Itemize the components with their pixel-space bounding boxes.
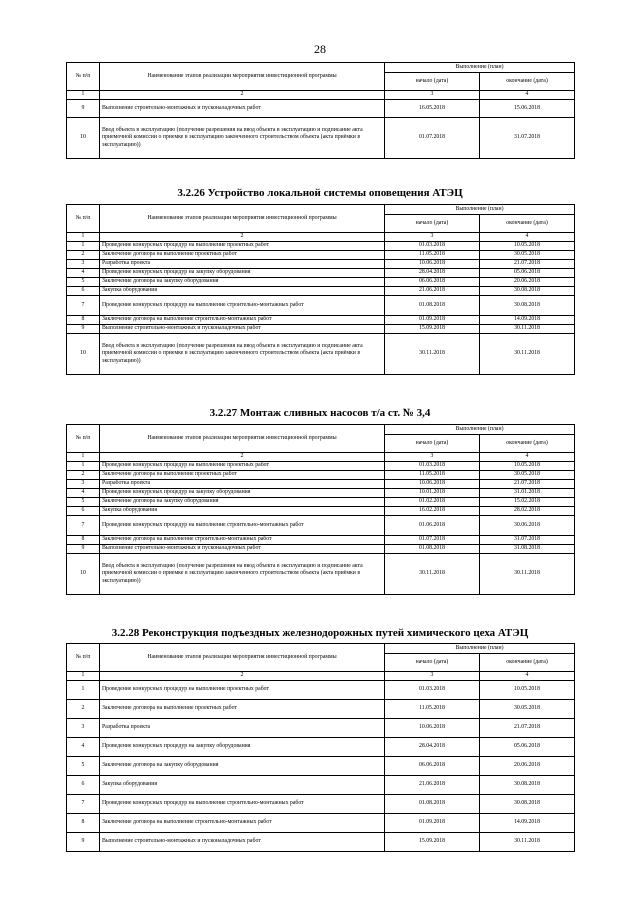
row-stage-name: Закупка оборудования [100,287,385,296]
page-number: 28 [314,42,326,56]
table-row [67,536,575,545]
header-end: окончание (дата) [480,215,575,233]
row-stage-name: Разработка проекта [100,719,385,738]
table-row [67,516,575,536]
row-stage-name: Закупка оборудования [100,776,385,795]
header-end: окончание (дата) [480,435,575,453]
row-stage-name: Проведение конкурсных процедур на выполнение проектных работ [100,242,385,251]
row-stage-name: Проведение конкурсных процедур на выполнение строительно-монтажных работ [100,795,385,814]
header-start: начало (дата) [385,654,480,672]
row-end-date: 31.01.2018 [480,489,575,498]
row-end-date: 20.06.2018 [480,757,575,776]
row-stage-name: Заключение договора на выполнение строительно-монтажных работ [100,536,385,545]
section-table [66,204,575,375]
row-stage-name: Закупка оборудования [100,507,385,516]
row-number: 6 [67,507,100,516]
row-stage-name: Заключение договора на закупку оборудования [100,757,385,776]
header-start: начало (дата) [385,435,480,453]
index-cell: 1 [67,672,100,681]
row-start-date: 15.09.2018 [385,325,480,334]
row-start-date: 28.04.2018 [385,269,480,278]
header-num: № п/п [67,63,100,91]
row-start-date: 21.06.2018 [385,776,480,795]
row-stage-name: Ввод объекта в эксплуатацию (получение разрешения на ввод объекта в эксплуатацию и подписание акта приемочной комиссии о приемке в эксплуатацию законченного строительством объекта (акта приёмки в эксплуатацию)) [100,554,385,595]
header-num: № п/п [67,425,100,453]
table-row [67,498,575,507]
index-cell: 4 [480,233,575,242]
row-start-date: 10.06.2018 [385,480,480,489]
index-cell: 2 [100,453,385,462]
continuation-table [66,62,575,159]
table-row [67,287,575,296]
row-stage-name: Заключение договора на закупку оборудования [100,498,385,507]
section-table [66,424,575,595]
row-stage-name: Заключение договора на выполнение строительно-монтажных работ [100,316,385,325]
table-row [67,719,575,738]
table-row [67,118,575,159]
row-number: 5 [67,757,100,776]
row-number: 3 [67,480,100,489]
row-stage-name: Проведение конкурсных процедур на закупку оборудования [100,269,385,278]
row-end-date: 20.06.2018 [480,278,575,287]
row-stage-name: Выполнение строительно-монтажных и пусконаладочных работ [100,545,385,554]
row-start-date: 01.08.2018 [385,545,480,554]
row-start-date: 11.05.2018 [385,700,480,719]
row-number: 3 [67,719,100,738]
index-cell: 4 [480,672,575,681]
row-stage-name: Выполнение строительно-монтажных и пусконаладочных работ [100,100,385,118]
row-start-date: 01.06.2018 [385,516,480,536]
table-row [67,738,575,757]
index-cell: 2 [100,91,385,100]
header-name: Наименование этапов реализации мероприятия инвестиционной программы [100,644,385,672]
table-row [67,795,575,814]
index-row [67,233,575,242]
row-end-date: 30.11.2018 [480,334,575,375]
row-number: 9 [67,833,100,852]
table-row [67,507,575,516]
row-start-date: 11.05.2018 [385,471,480,480]
table-row [67,776,575,795]
row-stage-name: Ввод объекта в эксплуатацию (получение разрешения на ввод объекта в эксплуатацию и подписание акта приемочной комиссии о приемке в эксплуатацию законченного строительством объекта (акта приёмки в эксплуатацию)) [100,118,385,159]
row-number: 9 [67,100,100,118]
row-stage-name: Выполнение строительно-монтажных и пусконаладочных работ [100,325,385,334]
row-end-date: 31.07.2018 [480,118,575,159]
row-start-date: 06.06.2018 [385,278,480,287]
row-end-date: 15.02.2018 [480,498,575,507]
header-name: Наименование этапов реализации мероприятия инвестиционной программы [100,63,385,91]
table-row [67,325,575,334]
row-number: 1 [67,681,100,700]
table-row [67,757,575,776]
section-heading: 3.2.27 Монтаж сливных насосов т/а ст. № 3,4 [209,407,431,419]
table-row [67,334,575,375]
row-end-date: 30.11.2018 [480,554,575,595]
table-row [67,814,575,833]
header-end: окончание (дата) [480,73,575,91]
index-cell: 2 [100,672,385,681]
row-end-date: 30.05.2018 [480,251,575,260]
table-row [67,545,575,554]
row-number: 4 [67,489,100,498]
row-start-date: 01.03.2018 [385,681,480,700]
row-stage-name: Ввод объекта в эксплуатацию (получение разрешения на ввод объекта в эксплуатацию и подписание акта приемочной комиссии о приемке в эксплуатацию законченного строительством объекта (акта приёмки в эксплуатацию)) [100,334,385,375]
table-row [67,480,575,489]
row-number: 10 [67,554,100,595]
table-row [67,316,575,325]
header-start: начало (дата) [385,215,480,233]
header-row [67,644,575,654]
row-number: 2 [67,251,100,260]
row-stage-name: Проведение конкурсных процедур на закупку оборудования [100,738,385,757]
row-end-date: 30.08.2018 [480,776,575,795]
index-cell: 3 [385,233,480,242]
row-stage-name: Выполнение строительно-монтажных и пусконаладочных работ [100,833,385,852]
row-end-date: 30.08.2018 [480,296,575,316]
index-cell: 1 [67,453,100,462]
row-number: 10 [67,334,100,375]
row-end-date: 30.06.2018 [480,516,575,536]
index-row [67,453,575,462]
row-start-date: 01.08.2018 [385,795,480,814]
row-start-date: 06.06.2018 [385,757,480,776]
row-start-date: 10.06.2018 [385,719,480,738]
row-end-date: 14.09.2018 [480,316,575,325]
row-end-date: 10.05.2018 [480,242,575,251]
header-plan: Выполнение (план) [385,63,575,73]
row-start-date: 01.07.2018 [385,118,480,159]
index-cell: 3 [385,91,480,100]
row-start-date: 10.01.2018 [385,489,480,498]
section-heading: 3.2.28 Реконструкция подъездных железнодорожных путей химического цеха АТЭЦ [111,627,529,639]
row-end-date: 30.11.2018 [480,833,575,852]
row-start-date: 01.08.2018 [385,296,480,316]
header-row [67,425,575,435]
row-start-date: 01.02.2018 [385,498,480,507]
row-start-date: 01.03.2018 [385,462,480,471]
index-cell: 2 [100,233,385,242]
row-stage-name: Заключение договора на выполнение строительно-монтажных работ [100,814,385,833]
table-row [67,681,575,700]
row-end-date: 30.08.2018 [480,795,575,814]
row-number: 7 [67,296,100,316]
row-end-date: 15.06.2018 [480,100,575,118]
row-start-date: 21.06.2018 [385,287,480,296]
row-start-date: 16.02.2018 [385,507,480,516]
table-row [67,489,575,498]
row-start-date: 01.09.2018 [385,316,480,325]
row-number: 10 [67,118,100,159]
row-start-date: 16.05.2018 [385,100,480,118]
index-row [67,672,575,681]
header-name: Наименование этапов реализации мероприятия инвестиционной программы [100,425,385,453]
section-table [66,643,575,852]
row-start-date: 28.04.2018 [385,738,480,757]
row-start-date: 15.09.2018 [385,833,480,852]
row-end-date: 10.05.2018 [480,681,575,700]
row-number: 5 [67,498,100,507]
row-stage-name: Проведение конкурсных процедур на выполнение строительно-монтажных работ [100,296,385,316]
row-start-date: 11.05.2018 [385,251,480,260]
row-end-date: 21.07.2018 [480,260,575,269]
row-stage-name: Разработка проекта [100,260,385,269]
row-number: 4 [67,738,100,757]
table-row [67,278,575,287]
header-name: Наименование этапов реализации мероприятия инвестиционной программы [100,205,385,233]
table-row [67,260,575,269]
row-end-date: 21.07.2018 [480,480,575,489]
row-number: 8 [67,536,100,545]
header-start: начало (дата) [385,73,480,91]
header-plan: Выполнение (план) [385,205,575,215]
row-start-date: 30.11.2018 [385,334,480,375]
row-start-date: 01.07.2018 [385,536,480,545]
row-number: 1 [67,462,100,471]
row-stage-name: Проведение конкурсных процедур на выполнение проектных работ [100,681,385,700]
row-end-date: 05.06.2018 [480,738,575,757]
row-end-date: 31.07.2018 [480,536,575,545]
row-stage-name: Заключение договора на выполнение проектных работ [100,471,385,480]
row-number: 6 [67,287,100,296]
row-stage-name: Проведение конкурсных процедур на выполнение проектных работ [100,462,385,471]
row-number: 8 [67,316,100,325]
row-end-date: 05.06.2018 [480,269,575,278]
row-start-date: 01.03.2018 [385,242,480,251]
row-number: 7 [67,795,100,814]
row-number: 2 [67,471,100,480]
row-number: 8 [67,814,100,833]
row-stage-name: Заключение договора на выполнение проектных работ [100,251,385,260]
index-cell: 4 [480,91,575,100]
table-row [67,100,575,118]
row-stage-name: Заключение договора на выполнение проектных работ [100,700,385,719]
row-end-date: 31.08.2018 [480,545,575,554]
table-row [67,296,575,316]
row-stage-name: Проведение конкурсных процедур на выполнение строительно-монтажных работ [100,516,385,536]
row-number: 6 [67,776,100,795]
index-cell: 4 [480,453,575,462]
table-row [67,269,575,278]
header-num: № п/п [67,644,100,672]
header-end: окончание (дата) [480,654,575,672]
index-cell: 3 [385,453,480,462]
row-stage-name: Проведение конкурсных процедур на закупку оборудования [100,489,385,498]
row-end-date: 21.07.2018 [480,719,575,738]
row-end-date: 30.05.2018 [480,471,575,480]
header-row [67,63,575,73]
row-number: 9 [67,325,100,334]
row-end-date: 30.08.2018 [480,287,575,296]
row-stage-name: Заключение договора на закупку оборудования [100,278,385,287]
row-start-date: 10.06.2018 [385,260,480,269]
index-cell: 1 [67,233,100,242]
row-end-date: 28.02.2018 [480,507,575,516]
header-plan: Выполнение (план) [385,425,575,435]
row-number: 4 [67,269,100,278]
index-row [67,91,575,100]
index-cell: 3 [385,672,480,681]
table-row [67,471,575,480]
index-cell: 1 [67,91,100,100]
row-number: 7 [67,516,100,536]
table-row [67,462,575,471]
row-number: 5 [67,278,100,287]
row-number: 1 [67,242,100,251]
row-end-date: 30.05.2018 [480,700,575,719]
row-end-date: 14.09.2018 [480,814,575,833]
row-end-date: 30.11.2018 [480,325,575,334]
row-number: 3 [67,260,100,269]
table-row [67,833,575,852]
row-end-date: 10.05.2018 [480,462,575,471]
table-row [67,700,575,719]
table-row [67,251,575,260]
row-number: 2 [67,700,100,719]
row-number: 9 [67,545,100,554]
row-stage-name: Разработка проекта [100,480,385,489]
table-row [67,554,575,595]
header-row [67,205,575,215]
table-row [67,242,575,251]
header-plan: Выполнение (план) [385,644,575,654]
row-start-date: 30.11.2018 [385,554,480,595]
header-num: № п/п [67,205,100,233]
row-start-date: 01.09.2018 [385,814,480,833]
section-heading: 3.2.26 Устройство локальной системы оповещения АТЭЦ [177,187,463,199]
